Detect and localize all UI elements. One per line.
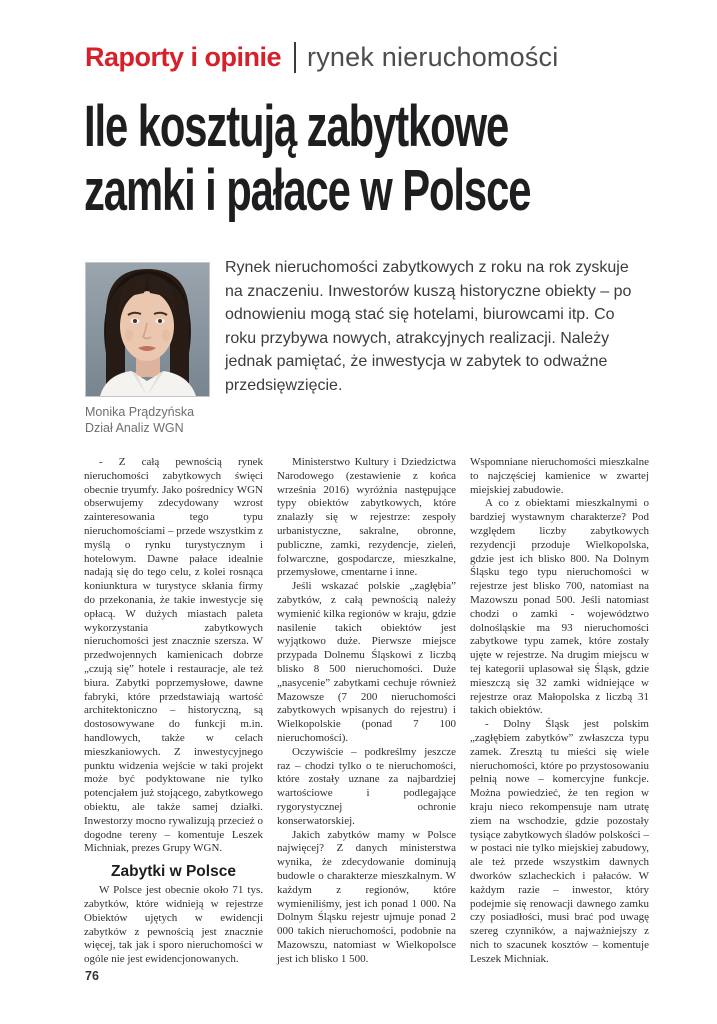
page-number: 76 <box>85 969 99 983</box>
paragraph: Oczywiście – podkreślmy jeszcze raz – chodzi tylko o te nieruchomości, które zostały uznane za najbardziej wartościowe i podlegające rygorystycznej ochronie konserwatorskiej. <box>277 745 456 827</box>
article-lead: Rynek nieruchomości zabytkowych z roku na rok zyskuje na znaczeniu. Inwestorów kuszą historyczne obiekty – po odnowieniu mogą stać się hotelami, biurowcami itp. Co roku przybywa nowych, atrakcyjnych realizacji. Należy jednak pamiętać, że inwestycja w zabytek to odważne przedsięwzięcie. <box>225 259 632 394</box>
article-title <box>84 95 704 223</box>
paragraph: A co z obiektami mieszkalnymi o bardziej wystawnym charakterze? Pod względem liczby zabytkowych rezydencji przoduje Wielkopolska, gdzie jest ich blisko 800. Na Dolnym Śląsku tego typu nieruchomości w rejestrze jest blisko 700, natomiast na Mazowszu ponad 500. Jeśli natomiast chodzi o zamki - województwo dolnośląskie ma 93 nieruchomości zabytkowe typu zamek, które zostały ujęte w rejestrze. Na drugim miejscu w tej kategorii uplasował się Śląsk, gdzie mieszczą się 32 zamki widniejące w rejestrze oraz Małopolska z liczbą 31 takich obiektów. <box>470 497 649 717</box>
body-column-2 <box>277 456 456 966</box>
author-photo <box>85 262 210 397</box>
author-role: Dział Analiz WGN <box>85 421 184 435</box>
portrait-illustration <box>86 263 209 396</box>
paragraph: Jeśli wskazać polskie „zagłębia” zabytków, z całą pewnością należy wymienić kilka regionów w kraju, gdzie nasilenie takich obiektów jest wyjątkowo duże. Pierwsze miejsce przypada Dolnemu Śląskowi z liczbą blisko 8 500 nieruchomości. Duże „nasycenie” zabytkami cechuje również Mazowsze (7 200 nieruchomości zabytkowych wpisanych do rejestru) i Wielkopolskie (ponad 7 100 nieruchomości). <box>277 580 456 744</box>
section-header <box>85 42 558 73</box>
article-title-line2: zamki i pałace w Polsce <box>84 158 531 223</box>
author-block <box>85 262 215 436</box>
paragraph: Jakich zabytków mamy w Polsce najwięcej? Z danych ministerstwa wynika, że zdecydowanie dominują budowle o charakterze mieszkalnym. W każdym z regionów, które wymieniliśmy, jest ich ponad 1 000. Na Dolnym Śląsku rejestr ujmuje ponad 2 000 takich nieruchomości, podobnie na Mazowszu, natomiast w Wielkopolsce jest ich blisko 1 500. <box>277 828 456 965</box>
body-column-1 <box>84 456 263 967</box>
section-name: rynek nieruchomości <box>307 42 559 72</box>
paragraph: W Polsce jest obecnie około 71 tys. zabytków, które widnieją w rejestrze Obiektów ujętych w ewidencji zabytków z pewnością jest znacznie więcej, tak jak i sporo nieruchomości w ogóle nie jest ewidencjonowanych. <box>84 884 263 966</box>
paragraph: - Z całą pewnością rynek nieruchomości zabytkowych święci obecnie tryumfy. Jako pośrednicy WGN obserwujemy zdecydowany wzrost zainteresowania tego typu nieruchomościami – przede wszystkim z myślą o rynku turystycznym i hotelowym. Dawne pałace idealnie nadają się do tego celu, z kolei rosnąca koniunktura w turystyce skłania firmy do przekonania, że takie inwestycje się opłacą. W dużych miastach paleta wykorzystania zabytkowych nieruchomości jest znacznie szersza. W przedwojennych kamienicach dobrze „czują się” hotele i restauracje, ale też biura. Zabytki poprzemysłowe, dawne fabryki, które przedstawiają wartość architektoniczno – historyczną, są dostosowywane do funkcji m.in. handlowych, także w celach mieszkaniowych. Z inwestycyjnego punktu widzenia wejście w taki projekt może być podyktowane nie tylko potencjałem już stojącego, zabytkowego obiektu, ale także samej działki. Inwestorzy mocno rywalizują przecież o dogodne tereny – komentuje Leszek Michniak, prezes Grupy WGN. <box>84 456 264 855</box>
subsection-heading: Zabytki w Polsce <box>111 863 236 881</box>
author-name: Monika Prądzyńska <box>85 405 195 419</box>
article-title-line1: Ile kosztują zabytkowe <box>84 94 509 159</box>
section-kicker: Raporty i opinie <box>85 42 282 72</box>
body-column-3 <box>470 456 649 966</box>
paragraph: Wspomniane nieruchomości mieszkalne to najczęściej kamienice w zwartej miejskiej zabudowie. <box>470 456 649 496</box>
paragraph: - Dolny Śląsk jest polskim „zagłębiem zabytków” zwłaszcza typu zamek. Zresztą tu mieści się wiele nieruchomości, które po przystosowaniu pełnią nowe – komercyjne funkcje. Można powiedzieć, że ten region w kraju nieco rekompensuje nam utratę ziem na wschodzie, gdzie pozostały tysiące zabytkowych śladów polskości – w postaci nie tylko miejskiej zabudowy, ale też przede wszystkim dawnych dworków szlacheckich i pałaców. W każdym razie – inwestor, który podejmie się renowacji dawnego zamku czy posiadłości, musi brać pod uwagę szereg czynników, a najważniejszy z nich to szacunek kosztów – komentuje Leszek Michniak. <box>470 718 649 965</box>
paragraph: Ministerstwo Kultury i Dziedzictwa Narodowego (zestawienie z końca września 2016) wyróżnia następujące typy obiektów zabytkowych, które znalazły się w rejestrze: zespoły urbanistyczne, sakralne, obronne, publiczne, zamki, rezydencje, zieleń, folwarczne, gospodarcze, mieszkalne, przemysłowe, cmentarne i inne. <box>277 456 456 579</box>
header-divider <box>294 42 296 73</box>
